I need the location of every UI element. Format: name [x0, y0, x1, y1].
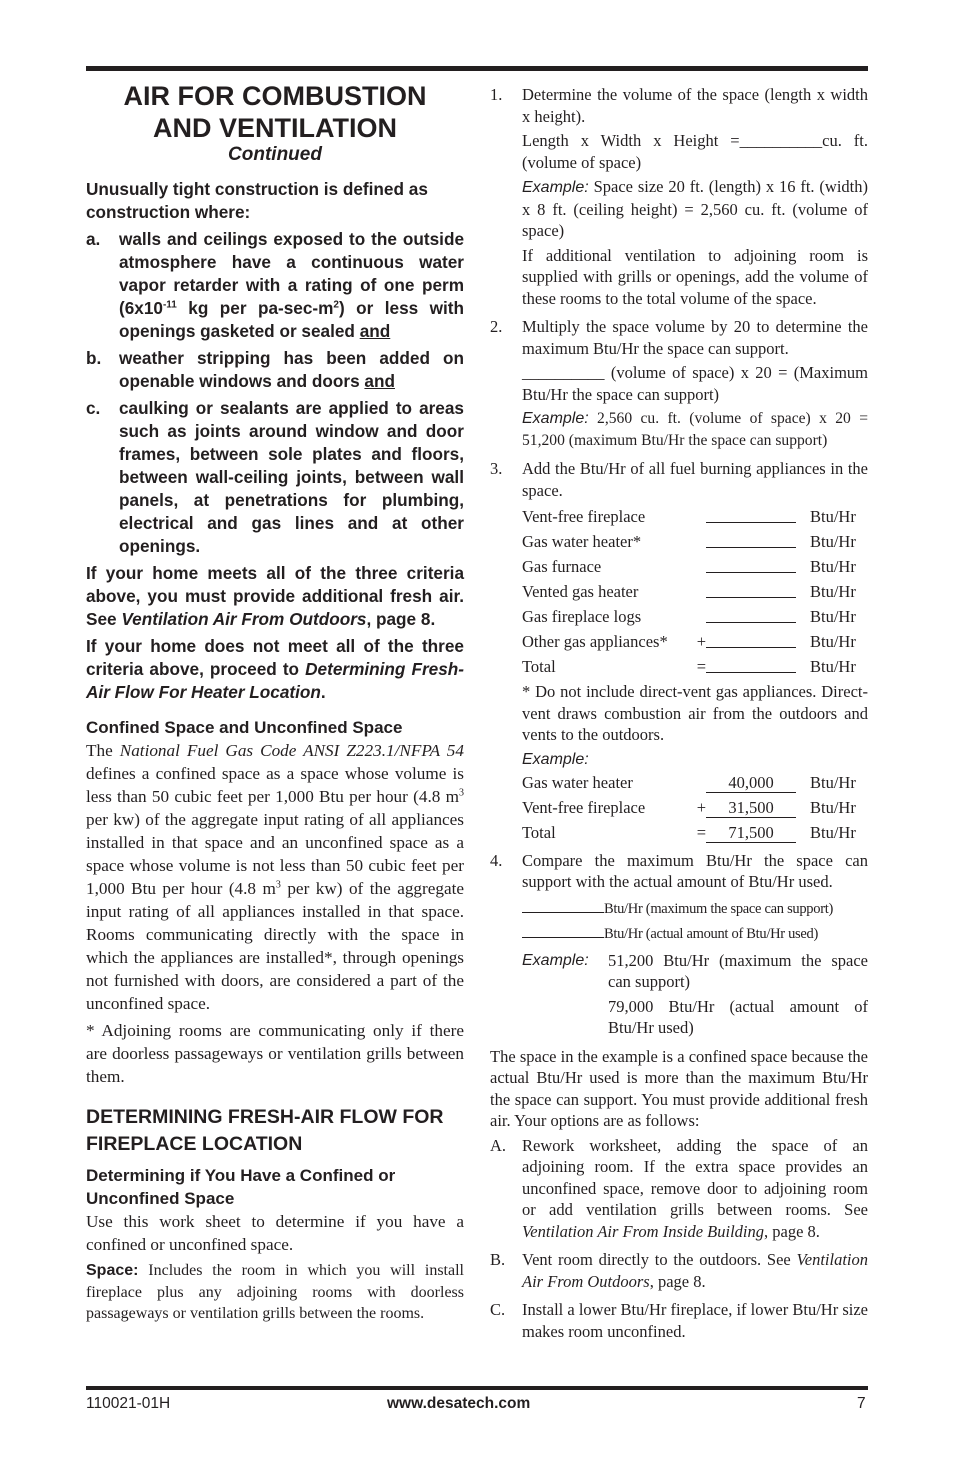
criterion-c	[86, 397, 464, 558]
conclusion: The space in the example is a confined space because the actual Btu/Hr used is more than the maximum Btu/Hr the space can support. You must provide additional fresh air. Your options are as follows:	[490, 1046, 868, 1130]
example-unit: Btu/Hr	[810, 823, 856, 842]
example-operator: =	[696, 823, 706, 842]
criterion-text: weather stripping has been added on openable windows and doors and	[119, 348, 464, 391]
criterion-text: caulking or sealants are applied to areas such as joints around window and door frames, between sole plates and floors, between wall-ceiling joints, between wall panels, at penetrations for plumbing, electrical and gas lines and at other openings.	[119, 398, 464, 556]
appliance-name: Vented gas heater	[522, 581, 639, 601]
example-name: Vent-free fireplace	[522, 798, 646, 817]
appliance-row	[522, 604, 868, 629]
confined-heading: Confined Space and Unconfined Space	[86, 718, 403, 737]
appliance-name: Gas fireplace logs	[522, 606, 642, 626]
compare-line-max: Btu/Hr (maximum the space can support)	[522, 896, 868, 921]
example-operator	[696, 771, 706, 796]
page-title	[86, 80, 464, 144]
not-meets-criteria-note: If your home does not meet all of the three criteria above, proceed to Determining Fresh-Air Flow For Heater Location.	[86, 636, 465, 702]
fresh-air-heading: DETERMINING FRESH-AIR FLOW FOR FIREPLACE LOCATION	[86, 1106, 444, 1155]
step-text: Compare the maximum Btu/Hr the space can support with the actual amount of Btu/Hr used.	[522, 850, 868, 891]
appliance-row	[522, 554, 868, 579]
tight-intro: Unusually tight construction is defined as construction where:	[86, 179, 428, 222]
compare-example: Example: 51,200 Btu/Hr (maximum the space can support) 79,000 Btu/Hr (actual amount of Btu/Hr used)	[522, 950, 868, 1037]
example-row	[522, 821, 868, 846]
step-formula: __________ (volume of space) x 20 = (Maximum Btu/Hr the space can support)	[522, 363, 868, 404]
option-text: Rework worksheet, adding the space of an adjoining room. If the extra space provides an unconfined space, remove door to adjoining room or add ventilation grills between rooms. See Ventilation Air From Inside Building, page 8.	[522, 1135, 868, 1241]
step-3	[490, 458, 868, 846]
step-2	[490, 316, 868, 454]
title-line-1: AIR FOR COMBUSTION	[123, 81, 427, 111]
criterion-label: b.	[86, 348, 102, 368]
title-line-2: AND VENTILATION	[153, 113, 397, 143]
appliance-unit: Btu/Hr	[810, 631, 856, 651]
criterion-b	[86, 347, 464, 393]
confined-definition: The National Fuel Gas Code ANSI Z223.1/NFPA 54 defines a confined space as a space whose volume is less than 50 cubic feet per 1,000 Btu per hour (4.8 $m^3$ per kw) of the aggregate input rating of all appliances installed in that space and an unconfined space as a space whose volume is not less than 50 cubic feet per 1,000 Btu per hour (4.8 $m^3$ per kw) of the aggregate input rating of all appliances installed in that space. Rooms communicating directly with the space in which the appliances are installed*, through openings not furnished with doors, are considered a part of the unconfined space.	[86, 741, 464, 1013]
appliance-row	[522, 529, 868, 554]
step-number: 1.	[490, 85, 503, 104]
example-value: 71,500	[706, 821, 810, 846]
option-text: Install a lower Btu/Hr fireplace, if lower Btu/Hr size makes room unconfined.	[522, 1300, 868, 1341]
example-unit: Btu/Hr	[810, 798, 856, 817]
appliance-unit: Btu/Hr	[810, 506, 856, 526]
appliance-unit: Btu/Hr	[810, 656, 856, 676]
doc-number: 110021-01H	[86, 1395, 171, 1412]
step-number: 2.	[490, 317, 503, 336]
appliance-operator: =	[696, 656, 706, 676]
step-text: Add the Btu/Hr of all fuel burning appliances in the space.	[522, 459, 868, 500]
appliance-unit: Btu/Hr	[810, 606, 856, 626]
option-c: C. Install a lower Btu/Hr fireplace, if lower Btu/Hr size makes room unconfined.	[490, 1300, 868, 1341]
appliance-value-blank[interactable]	[706, 529, 810, 554]
appliance-row	[522, 579, 868, 604]
step-4	[490, 850, 868, 1042]
step-formula: Length x Width x Height =__________cu. ft. (volume of space)	[522, 131, 868, 172]
compare-line-actual: Btu/Hr (actual amount of Btu/Hr used)	[522, 921, 868, 946]
step-example: Example: Space size 20 ft. (length) x 16 ft. (width) x 8 ft. (ceiling height) = 2,560 cu. ft. (volume of space)	[522, 177, 868, 240]
page-number: 7	[857, 1395, 866, 1412]
appliance-operator	[696, 579, 706, 604]
example-label: Example:	[522, 750, 589, 768]
appliance-value-blank[interactable]	[706, 579, 810, 604]
step-1	[490, 84, 868, 312]
option-a: A. Rework worksheet, adding the space of an adjoining room. If the extra space provides an unconfined space, remove door to adjoining room or add ventilation grills between rooms. See Ventilation Air From Inside Building, page 8.	[490, 1135, 868, 1241]
meets-criteria-note: If your home meets all of the three criteria above, you must provide additional fresh air. See Ventilation Air From Outdoors, page 8.	[86, 563, 464, 629]
example-value: 31,500	[706, 796, 810, 821]
step-number: 4.	[490, 850, 503, 870]
bottom-rule	[86, 1386, 868, 1390]
example-name: Total	[522, 823, 556, 842]
example-row	[522, 771, 868, 796]
top-rule	[86, 66, 868, 71]
example-operator: +	[696, 798, 706, 817]
appliance-name: Total	[522, 656, 556, 676]
appliance-value-blank[interactable]	[706, 504, 810, 529]
adjoining-note: * Adjoining rooms are communicating only if there are doorless passageways or ventilation grills between them.	[86, 1021, 464, 1086]
appliance-value-blank[interactable]	[706, 654, 810, 679]
example-value: 40,000	[706, 771, 810, 796]
appliance-row	[522, 504, 868, 529]
example-worksheet	[522, 771, 868, 846]
right-column	[490, 84, 868, 1349]
continued-label: Continued	[228, 144, 322, 165]
appliance-row	[522, 629, 868, 654]
example-row	[522, 796, 868, 821]
appliance-name: Vent-free fireplace	[522, 506, 646, 526]
step-text: Multiply the space volume by 20 to determine the maximum Btu/Hr the space can support.	[522, 317, 868, 358]
appliance-unit: Btu/Hr	[810, 531, 856, 551]
step-number: 3.	[490, 459, 503, 478]
criterion-a	[86, 228, 464, 343]
criterion-label: a.	[86, 229, 101, 249]
appliance-value-blank[interactable]	[706, 629, 810, 654]
step-text: Determine the volume of the space (length x width x height).	[522, 85, 868, 126]
example-name: Gas water heater	[522, 773, 633, 792]
appliance-operator	[696, 554, 706, 579]
option-b: B. Vent room directly to the outdoors. See Ventilation Air From Outdoors, page 8.	[490, 1250, 868, 1291]
appliance-unit: Btu/Hr	[810, 556, 856, 576]
direct-vent-note: * Do not include direct-vent gas appliances. Direct-vent draws combustion air from the outdoors and vents to the outdoors.	[522, 682, 868, 744]
appliance-operator	[696, 604, 706, 629]
appliance-operator: +	[696, 631, 706, 651]
appliance-name: Other gas appliances*	[522, 631, 668, 651]
appliance-name: Gas furnace	[522, 556, 602, 576]
appliance-name: Gas water heater*	[522, 531, 642, 551]
appliance-unit: Btu/Hr	[810, 581, 856, 601]
option-text: Vent room directly to the outdoors. See Ventilation Air From Outdoors, page 8.	[522, 1250, 868, 1291]
appliance-worksheet	[522, 504, 868, 679]
criterion-label: c.	[86, 398, 101, 418]
appliance-value-blank[interactable]	[706, 604, 810, 629]
step-example: Example: 2,560 cu. ft. (volume of space) x 20 = 51,200 (maximum Btu/Hr the space can support)	[522, 410, 868, 449]
step-note: If additional ventilation to adjoining room is supplied with grills or openings, add the volume of these rooms to the total volume of the space.	[522, 245, 868, 308]
appliance-operator	[696, 504, 706, 529]
appliance-row	[522, 654, 868, 679]
website-link[interactable]: www.desatech.com	[387, 1395, 531, 1412]
left-column	[86, 80, 464, 1325]
appliance-operator	[696, 529, 706, 554]
space-definition: Space: Includes the room in which you will install fireplace plus any adjoining rooms with doorless passageways or ventilation grills between the rooms.	[86, 1262, 464, 1322]
example-unit: Btu/Hr	[810, 773, 856, 792]
worksheet-intro: Use this work sheet to determine if you have a confined or unconfined space.	[86, 1212, 464, 1254]
determining-heading: Determining if You Have a Confined or Unconfined Space	[86, 1166, 396, 1208]
criterion-text: walls and ceilings exposed to the outside atmosphere have a continuous water vapor retarder with a rating of one perm ($6x10^{-11}$ kg per $pa-\sec-m^2$) or less with openings gasketed or sealed and	[119, 229, 464, 341]
appliance-value-blank[interactable]	[706, 554, 810, 579]
